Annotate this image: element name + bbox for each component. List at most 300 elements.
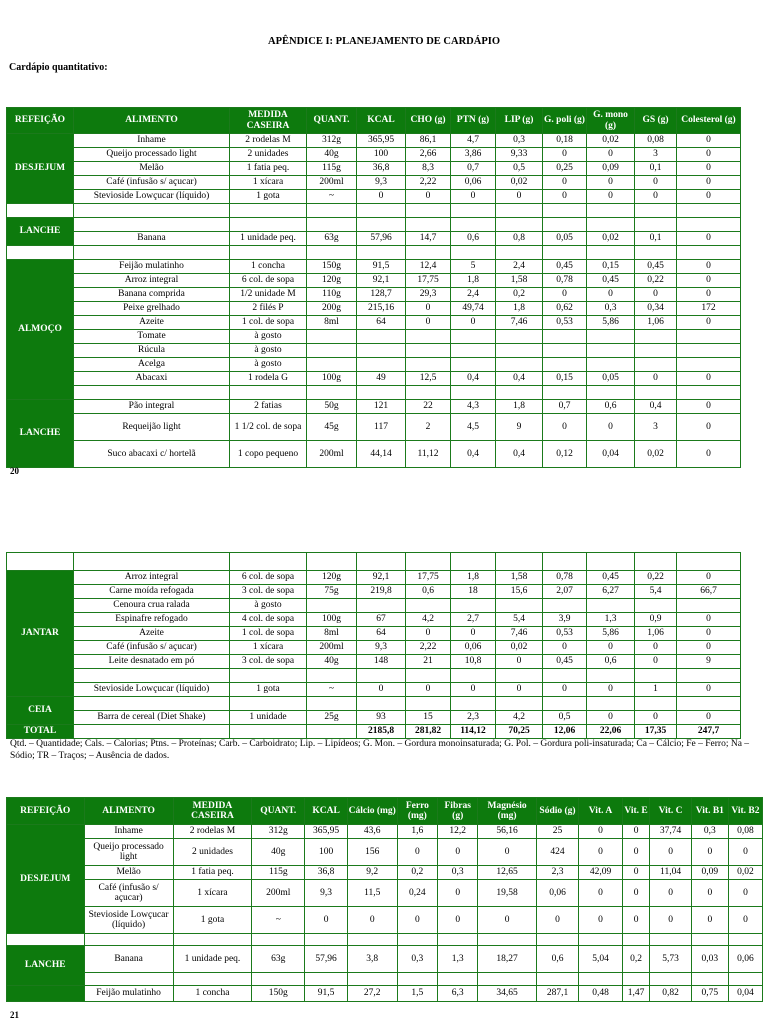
table-cell: 0,34	[635, 302, 677, 316]
table-cell: 0	[478, 907, 536, 934]
section-subtitle: Cardápio quantitativo:	[9, 62, 108, 73]
table-cell: 0	[347, 907, 397, 934]
table-cell: 2,07	[543, 585, 587, 599]
table-cell: 365,95	[305, 825, 347, 839]
table-cell: 365,95	[357, 134, 406, 148]
table-cell	[587, 246, 635, 260]
table-cell: 3 col. de sopa	[230, 585, 307, 599]
table-cell: 115g	[307, 162, 357, 176]
table-cell: 1 fatia peq.	[230, 162, 307, 176]
table-cell: Carne moída refogada	[74, 585, 230, 599]
table-cell: 0	[587, 711, 635, 725]
table-cell: 44,14	[357, 441, 406, 468]
table-cell: 3	[635, 148, 677, 162]
table-cell: Banana	[74, 232, 230, 246]
table-row	[7, 683, 741, 697]
table-cell: 0,6	[587, 655, 635, 669]
table-cell: 3 col. de sopa	[230, 655, 307, 669]
table-cell	[451, 246, 496, 260]
table-cell: 0,4	[496, 372, 543, 386]
table-cell	[230, 697, 307, 711]
column-header: Vit. E	[622, 798, 650, 825]
table-cell: 100	[357, 148, 406, 162]
table-cell: 0,04	[728, 986, 762, 1002]
table-cell: Café (infusão s/ açucar)	[84, 880, 173, 907]
table-row	[7, 441, 741, 468]
table-cell: 200ml	[307, 441, 357, 468]
table-cell: Stevioside Lowçucar (líquido)	[84, 907, 173, 934]
table-row	[7, 973, 763, 986]
table-cell: Feijão mulatinho	[84, 986, 173, 1002]
table-cell	[543, 697, 587, 711]
table-cell: Azeite	[74, 627, 230, 641]
table-cell: 0	[691, 907, 728, 934]
column-header: REFEIÇÃO	[7, 108, 74, 134]
table-cell: 0	[451, 190, 496, 204]
table-row	[7, 839, 763, 866]
total-cell: 22,06	[587, 725, 635, 739]
table-cell: Barra de cereal (Diet Shake)	[74, 711, 230, 725]
table-cell: 57,96	[305, 946, 347, 973]
table-cell: 2,22	[406, 176, 451, 190]
table-cell: 0	[635, 711, 677, 725]
total-cell: 12,06	[543, 725, 587, 739]
table-cell	[543, 358, 587, 372]
total-cell	[74, 725, 230, 739]
table-cell	[622, 973, 650, 986]
table-cell: 43,6	[347, 825, 397, 839]
table-cell: 56,16	[478, 825, 536, 839]
table-cell: 75g	[307, 585, 357, 599]
table-cell	[635, 386, 677, 400]
column-header: Vit. B2	[728, 798, 762, 825]
table-cell	[406, 599, 451, 613]
table-cell: ~	[252, 907, 305, 934]
table-cell: 115g	[252, 866, 305, 880]
table-cell	[406, 669, 451, 683]
table-cell	[397, 934, 437, 946]
table-cell	[677, 386, 741, 400]
table-cell: 0	[543, 683, 587, 697]
table-cell	[635, 344, 677, 358]
table-cell: 1 xícara	[230, 176, 307, 190]
table-cell: 0,45	[587, 274, 635, 288]
table-cell	[307, 246, 357, 260]
table-cell: 0,45	[543, 260, 587, 274]
table-cell	[543, 218, 587, 232]
table-cell: 57,96	[357, 232, 406, 246]
table-cell	[677, 344, 741, 358]
table-cell: 0	[650, 907, 691, 934]
table-row	[7, 400, 741, 414]
table-cell	[587, 330, 635, 344]
table-cell: 0,78	[543, 274, 587, 288]
table-row	[7, 934, 763, 946]
total-row	[7, 725, 741, 739]
table-cell	[677, 553, 741, 571]
table-cell: 8,3	[406, 162, 451, 176]
table-cell: 67	[357, 613, 406, 627]
table-cell	[587, 599, 635, 613]
table-cell: 0	[635, 288, 677, 302]
table-cell	[307, 669, 357, 683]
table-cell: Café (infusão s/ açucar)	[74, 641, 230, 655]
table-cell: 0,09	[587, 162, 635, 176]
table-cell: à gosto	[230, 599, 307, 613]
table-cell: 9,3	[357, 176, 406, 190]
table-cell	[307, 358, 357, 372]
table-cell: 0,22	[635, 571, 677, 585]
column-header: Vit. B1	[691, 798, 728, 825]
table-cell: 1,06	[635, 627, 677, 641]
table-cell: 1 concha	[230, 260, 307, 274]
table-cell: 11,5	[347, 880, 397, 907]
table-cell: 21	[406, 655, 451, 669]
table-row	[7, 288, 741, 302]
table-cell	[307, 344, 357, 358]
table-cell	[357, 246, 406, 260]
table-cell: 1,3	[438, 946, 478, 973]
table-row	[7, 641, 741, 655]
table-cell: 0	[677, 441, 741, 468]
page-number: 20	[10, 466, 19, 476]
column-header: Cálcio (mg)	[347, 798, 397, 825]
total-cell: TOTAL	[7, 725, 74, 739]
meal-label: CEIA	[7, 697, 74, 725]
table-cell: 5,4	[496, 613, 543, 627]
table-cell: 4,2	[496, 711, 543, 725]
table-cell: 0	[677, 134, 741, 148]
table-cell: 1 fatia peq.	[173, 866, 252, 880]
table-cell	[347, 973, 397, 986]
table-cell	[677, 669, 741, 683]
table-cell: 1 xícara	[173, 880, 252, 907]
table-cell	[406, 330, 451, 344]
table-cell	[307, 697, 357, 711]
column-header: QUANT.	[307, 108, 357, 134]
table-cell	[451, 330, 496, 344]
table-row	[7, 148, 741, 162]
table-cell	[650, 934, 691, 946]
table-cell	[74, 204, 230, 218]
table-cell: 9,2	[347, 866, 397, 880]
table-cell: Melão	[84, 866, 173, 880]
meal-label: LANCHE	[7, 400, 74, 468]
table-row	[7, 655, 741, 669]
table-cell	[587, 218, 635, 232]
table-cell: 0	[357, 190, 406, 204]
table-cell: 128,7	[357, 288, 406, 302]
table-cell: 19,58	[478, 880, 536, 907]
table-cell: 50g	[307, 400, 357, 414]
table-cell: 2 fatias	[230, 400, 307, 414]
table-cell: 0	[543, 190, 587, 204]
table-cell: Abacaxi	[74, 372, 230, 386]
table-cell	[536, 934, 578, 946]
table-cell: Leite desnatado em pó	[74, 655, 230, 669]
table-cell: 49	[357, 372, 406, 386]
table-cell: 1,8	[451, 274, 496, 288]
table-cell: Espinafre refogado	[74, 613, 230, 627]
table-cell	[543, 330, 587, 344]
table-cell: 0	[635, 641, 677, 655]
table-cell: 1,8	[496, 302, 543, 316]
table-cell	[7, 934, 85, 946]
table-cell: 0,02	[496, 176, 543, 190]
table-cell: 0,6	[536, 946, 578, 973]
table-row	[7, 880, 763, 907]
table-cell: 0,05	[587, 372, 635, 386]
table-row	[7, 697, 741, 711]
table-cell: 1 gota	[173, 907, 252, 934]
table-cell: 0,8	[496, 232, 543, 246]
table-cell: 0	[587, 641, 635, 655]
table-cell	[307, 599, 357, 613]
table-cell	[587, 669, 635, 683]
table-cell	[635, 697, 677, 711]
table-cell: 0	[728, 907, 762, 934]
table-cell: Azeite	[74, 316, 230, 330]
table-cell: 0,06	[451, 641, 496, 655]
table-cell	[397, 973, 437, 986]
table-cell: 117	[357, 414, 406, 441]
table-cell	[496, 204, 543, 218]
column-header: KCAL	[305, 798, 347, 825]
table-row	[7, 344, 741, 358]
column-header: Colesterol (g)	[677, 108, 741, 134]
table-cell	[543, 553, 587, 571]
table-cell: 2,7	[451, 613, 496, 627]
table-cell: 0,45	[543, 655, 587, 669]
table-cell: 27,2	[347, 986, 397, 1002]
column-header: LIP (g)	[496, 108, 543, 134]
table-cell	[496, 218, 543, 232]
column-header: ALIMENTO	[84, 798, 173, 825]
table-cell	[691, 973, 728, 986]
table-cell: 0	[677, 288, 741, 302]
table-cell: 1,06	[635, 316, 677, 330]
table-cell	[451, 599, 496, 613]
table-cell	[173, 973, 252, 986]
table-cell	[230, 669, 307, 683]
table-cell: 4 col. de sopa	[230, 613, 307, 627]
table-cell: 49,74	[451, 302, 496, 316]
table-cell	[307, 553, 357, 571]
table-cell	[347, 934, 397, 946]
table-cell: 0,53	[543, 316, 587, 330]
meal-label: LANCHE	[7, 946, 85, 986]
table-cell: 0	[579, 880, 623, 907]
table-row	[7, 386, 741, 400]
table-row	[7, 232, 741, 246]
table-cell: 0	[305, 907, 347, 934]
table-cell: 219,8	[357, 585, 406, 599]
table-cell: 7,46	[496, 627, 543, 641]
table-cell: 0,22	[635, 274, 677, 288]
table-cell: 0,5	[543, 711, 587, 725]
table-cell: 86,1	[406, 134, 451, 148]
table-cell: 0	[622, 907, 650, 934]
total-cell	[230, 725, 307, 739]
table-cell	[406, 344, 451, 358]
table-row	[7, 302, 741, 316]
menu-table-macros-cont	[6, 552, 741, 739]
table-cell: 36,8	[305, 866, 347, 880]
column-header: REFEIÇÃO	[7, 798, 85, 825]
table-cell: 3	[635, 414, 677, 441]
table-cell: 36,8	[357, 162, 406, 176]
table-cell: 3,9	[543, 613, 587, 627]
table-cell: 0	[406, 316, 451, 330]
table-cell	[406, 218, 451, 232]
table-cell: Queijo processado light	[84, 839, 173, 866]
table-cell: 0,2	[622, 946, 650, 973]
table-cell: 5,86	[587, 627, 635, 641]
table-cell: 1,6	[397, 825, 437, 839]
table-row	[7, 585, 741, 599]
table-cell: 25	[536, 825, 578, 839]
menu-table-micros	[6, 797, 763, 1002]
table-cell	[74, 697, 230, 711]
table-cell	[406, 246, 451, 260]
table-cell: 5,73	[650, 946, 691, 973]
table-cell: 1 col. de sopa	[230, 316, 307, 330]
table-cell: 0	[677, 274, 741, 288]
table-cell	[635, 358, 677, 372]
table-cell: 18,27	[478, 946, 536, 973]
table-cell: 0	[478, 839, 536, 866]
table-cell: 0	[397, 907, 437, 934]
table-cell: 0	[677, 232, 741, 246]
table-cell: 0,25	[543, 162, 587, 176]
table-row	[7, 218, 741, 232]
table-cell: 0,1	[635, 232, 677, 246]
table-cell	[74, 669, 230, 683]
table-row	[7, 372, 741, 386]
table-cell: 0,09	[691, 866, 728, 880]
table-cell: 4,5	[451, 414, 496, 441]
table-cell: 9	[496, 414, 543, 441]
table-cell: 1,3	[587, 613, 635, 627]
column-header: Fibras (g)	[438, 798, 478, 825]
column-header: KCAL	[357, 108, 406, 134]
table-cell	[84, 934, 173, 946]
total-cell: 2185,8	[357, 725, 406, 739]
table-row	[7, 946, 763, 973]
table-cell: 0,02	[635, 441, 677, 468]
table-row	[7, 907, 763, 934]
table-cell: 64	[357, 316, 406, 330]
table-cell	[496, 599, 543, 613]
table-cell: 5,4	[635, 585, 677, 599]
table-cell: 0,08	[635, 134, 677, 148]
table-cell: Arroz integral	[74, 274, 230, 288]
table-cell: 2 filés P	[230, 302, 307, 316]
table-cell: Melão	[74, 162, 230, 176]
table-cell	[587, 697, 635, 711]
table-cell: Pão integral	[74, 400, 230, 414]
table-cell: 2 unidades	[173, 839, 252, 866]
table-cell: 0,1	[635, 162, 677, 176]
column-header: CHO (g)	[406, 108, 451, 134]
table-cell	[173, 934, 252, 946]
table-cell	[622, 934, 650, 946]
table-cell: 0,06	[536, 880, 578, 907]
table-cell	[728, 973, 762, 986]
table-cell: 120g	[307, 274, 357, 288]
table-cell: Inhame	[74, 134, 230, 148]
table-cell	[635, 599, 677, 613]
table-cell: 0	[622, 839, 650, 866]
table-cell: 0	[438, 907, 478, 934]
table-cell	[252, 973, 305, 986]
table-cell: 0,08	[728, 825, 762, 839]
table-cell: 0	[496, 190, 543, 204]
table-cell	[357, 697, 406, 711]
table-cell	[635, 204, 677, 218]
table-cell	[543, 344, 587, 358]
table-cell: 1	[635, 683, 677, 697]
meal-label	[7, 986, 85, 1002]
table-cell: 9	[677, 655, 741, 669]
table-cell: 0	[451, 316, 496, 330]
table-cell: 0	[677, 613, 741, 627]
table-cell: 2 unidades	[230, 148, 307, 162]
table-cell: 15	[406, 711, 451, 725]
table-cell: 0	[438, 839, 478, 866]
table-cell: Inhame	[84, 825, 173, 839]
table-cell: 1 col. de sopa	[230, 627, 307, 641]
column-header: G. poli (g)	[543, 108, 587, 134]
table-cell: 0	[406, 683, 451, 697]
total-cell: 17,35	[635, 725, 677, 739]
table-cell: 25g	[307, 711, 357, 725]
table-cell: 0	[677, 372, 741, 386]
table-cell: 1 gota	[230, 683, 307, 697]
table-cell: 150g	[307, 260, 357, 274]
table-cell: 1 copo pequeno	[230, 441, 307, 468]
table-cell: 0,15	[543, 372, 587, 386]
table-cell: 0	[587, 176, 635, 190]
table-cell: 0,05	[543, 232, 587, 246]
table-cell: 91,5	[305, 986, 347, 1002]
table-cell: 12,4	[406, 260, 451, 274]
table-cell	[677, 330, 741, 344]
table-cell: Stevioside Lowçucar (líquido)	[74, 190, 230, 204]
table-cell	[451, 218, 496, 232]
table-cell: Suco abacaxi c/ hortelã	[74, 441, 230, 468]
table-cell	[543, 669, 587, 683]
table-cell: 1 concha	[173, 986, 252, 1002]
column-header: PTN (g)	[451, 108, 496, 134]
table-cell: 1 1/2 col. de sopa	[230, 414, 307, 441]
table-cell: 0	[543, 288, 587, 302]
table-cell: 0,75	[691, 986, 728, 1002]
table-cell	[74, 246, 230, 260]
table-cell	[230, 553, 307, 571]
table-cell: 0,7	[543, 400, 587, 414]
table-cell: 0	[357, 683, 406, 697]
table-cell: 0,3	[496, 134, 543, 148]
table-cell: 11,04	[650, 866, 691, 880]
table-cell: Café (infusão s/ açucar)	[74, 176, 230, 190]
table-cell	[579, 973, 623, 986]
table-cell: 0,02	[587, 232, 635, 246]
table-cell	[478, 934, 536, 946]
table-cell: à gosto	[230, 344, 307, 358]
table-cell	[357, 669, 406, 683]
table-cell: 10,8	[451, 655, 496, 669]
